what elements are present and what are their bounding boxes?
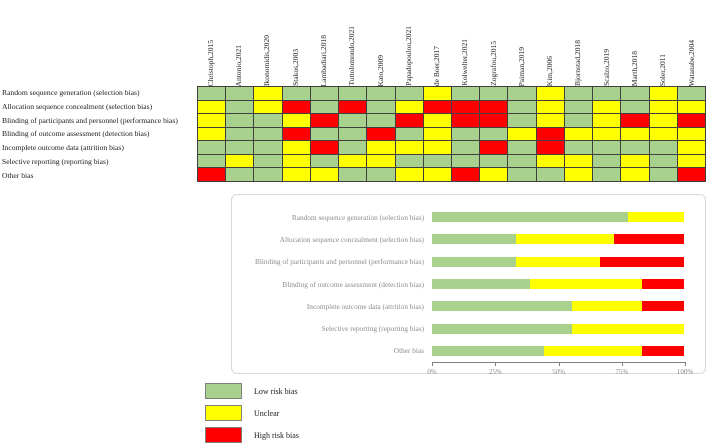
matrix-cell-low-risk xyxy=(339,87,367,101)
axis-tick-label: 25% xyxy=(488,368,502,377)
matrix-cell-low-risk xyxy=(508,141,536,155)
matrix-cell-unclear-risk xyxy=(650,128,678,142)
matrix-cell-low-risk xyxy=(424,155,452,169)
study-header xyxy=(423,0,451,86)
matrix-cell-low-risk xyxy=(198,155,226,169)
study-header-label: Kato,2009 xyxy=(375,54,385,86)
bar-track xyxy=(432,346,684,356)
matrix-cell-low-risk xyxy=(565,141,593,155)
matrix-cell-unclear-risk xyxy=(565,155,593,169)
matrix-cell-unclear-risk xyxy=(678,155,706,169)
bar-category-label: Incomplete outcome data (attrition bias) xyxy=(306,301,424,311)
bar-row xyxy=(232,273,705,295)
axis-tick-label: 0% xyxy=(427,368,437,377)
domain-label: Allocation sequence concealment (selection bias) xyxy=(2,102,153,112)
bar-segment-low xyxy=(432,257,516,267)
bar-row xyxy=(232,317,705,339)
matrix-cell-high-risk xyxy=(311,114,339,128)
bar-segment-low xyxy=(432,324,572,334)
study-header xyxy=(338,0,366,86)
matrix-cell-high-risk xyxy=(621,114,649,128)
axis-tick xyxy=(622,362,623,366)
bar-segment-high xyxy=(642,346,684,356)
bar-segment-unclear xyxy=(572,324,684,334)
matrix-cell-low-risk xyxy=(226,101,254,115)
study-header xyxy=(282,0,310,86)
bar-segment-unclear xyxy=(516,234,614,244)
matrix-cell-unclear-risk xyxy=(480,168,508,182)
matrix-cell-low-risk xyxy=(367,87,395,101)
study-header xyxy=(649,0,677,86)
matrix-cell-low-risk xyxy=(508,155,536,169)
legend-swatch-unclear xyxy=(205,405,242,421)
legend xyxy=(205,383,299,448)
matrix-cell-low-risk xyxy=(480,87,508,101)
matrix-cell-low-risk xyxy=(480,155,508,169)
matrix-cell-high-risk xyxy=(452,168,480,182)
matrix-cell-low-risk xyxy=(226,87,254,101)
axis-tick-label: 100% xyxy=(676,368,694,377)
matrix-cell-unclear-risk xyxy=(678,141,706,155)
study-header xyxy=(310,0,338,86)
study-header-label: Christoph,2015 xyxy=(205,39,215,86)
matrix-cell-low-risk xyxy=(396,155,424,169)
matrix-cell-unclear-risk xyxy=(283,155,311,169)
matrix-cell-low-risk xyxy=(226,141,254,155)
study-header xyxy=(452,0,480,86)
matrix-cell-low-risk xyxy=(254,141,282,155)
bar-segment-high xyxy=(614,234,684,244)
matrix-cell-high-risk xyxy=(480,141,508,155)
matrix-cell-low-risk xyxy=(283,87,311,101)
matrix-cell-unclear-risk xyxy=(678,101,706,115)
matrix-cell-unclear-risk xyxy=(650,101,678,115)
matrix-cell-high-risk xyxy=(452,101,480,115)
matrix-cell-low-risk xyxy=(593,168,621,182)
matrix-cell-low-risk xyxy=(311,155,339,169)
matrix-cell-low-risk xyxy=(254,155,282,169)
matrix-cell-unclear-risk xyxy=(508,128,536,142)
matrix-cell-low-risk xyxy=(593,87,621,101)
matrix-cell-high-risk xyxy=(678,114,706,128)
bar-segment-low xyxy=(432,279,530,289)
study-header xyxy=(565,0,593,86)
matrix-cell-low-risk xyxy=(452,87,480,101)
legend-item xyxy=(205,383,299,399)
study-header-label: Marth,2018 xyxy=(630,50,640,86)
domain-label: Selective reporting (reporting bias) xyxy=(2,156,109,166)
matrix-cell-low-risk xyxy=(452,155,480,169)
matrix-cell-unclear-risk xyxy=(537,101,565,115)
bar-track xyxy=(432,279,684,289)
legend-label: Low risk bias xyxy=(254,386,298,396)
matrix-cell-low-risk xyxy=(621,101,649,115)
matrix-cell-unclear-risk xyxy=(565,128,593,142)
matrix-cell-low-risk xyxy=(650,155,678,169)
study-header xyxy=(678,0,706,86)
matrix-cell-unclear-risk xyxy=(424,141,452,155)
bar-segment-unclear xyxy=(544,346,642,356)
matrix-cell-low-risk xyxy=(650,168,678,182)
legend-label: High risk bias xyxy=(254,430,299,440)
matrix-cell-unclear-risk xyxy=(537,87,565,101)
matrix-cell-low-risk xyxy=(593,155,621,169)
bar-track xyxy=(432,324,684,334)
matrix-cell-low-risk xyxy=(311,101,339,115)
study-header xyxy=(593,0,621,86)
matrix-cell-low-risk xyxy=(508,101,536,115)
matrix-cell-unclear-risk xyxy=(424,87,452,101)
matrix-cell-low-risk xyxy=(452,141,480,155)
matrix-cell-high-risk xyxy=(396,114,424,128)
bar-segment-unclear xyxy=(628,212,684,222)
matrix-cell-low-risk xyxy=(396,87,424,101)
study-header-label: Soler,2011 xyxy=(658,53,668,86)
study-header xyxy=(197,0,225,86)
bar-category-label: Other bias xyxy=(393,346,424,356)
matrix-cell-unclear-risk xyxy=(254,101,282,115)
matrix-cell-low-risk xyxy=(254,128,282,142)
study-header xyxy=(536,0,564,86)
study-header-label: Kim,2006 xyxy=(545,55,555,86)
matrix-cell-low-risk xyxy=(226,114,254,128)
study-header xyxy=(621,0,649,86)
study-header-label: Tuttolomondo,2021 xyxy=(347,26,357,86)
matrix-cell-high-risk xyxy=(283,101,311,115)
matrix-cell-high-risk xyxy=(678,168,706,182)
matrix-cell-low-risk xyxy=(593,141,621,155)
matrix-cell-low-risk xyxy=(367,101,395,115)
legend-item xyxy=(205,427,299,443)
matrix-cell-low-risk xyxy=(650,141,678,155)
matrix-cell-unclear-risk xyxy=(283,168,311,182)
matrix-cell-low-risk xyxy=(339,141,367,155)
bar-segment-unclear xyxy=(572,301,642,311)
matrix-cell-unclear-risk xyxy=(198,114,226,128)
matrix-cell-high-risk xyxy=(480,101,508,115)
axis-tick xyxy=(495,362,496,366)
matrix-cell-low-risk xyxy=(396,128,424,142)
matrix-cell-unclear-risk xyxy=(537,114,565,128)
bar-category-label: Blinding of outcome assessment (detection bias) xyxy=(282,279,424,289)
matrix-cell-high-risk xyxy=(452,114,480,128)
bar-row xyxy=(232,251,705,273)
matrix-cell-low-risk xyxy=(367,168,395,182)
matrix-cell-unclear-risk xyxy=(537,155,565,169)
matrix-cell-low-risk xyxy=(339,168,367,182)
matrix-cell-low-risk xyxy=(198,141,226,155)
axis-tick xyxy=(559,362,560,366)
matrix-cell-high-risk xyxy=(480,114,508,128)
matrix-cell-unclear-risk xyxy=(367,155,395,169)
study-header xyxy=(225,0,253,86)
bar-track xyxy=(432,257,684,267)
bar-track xyxy=(432,234,684,244)
matrix-cell-high-risk xyxy=(537,128,565,142)
study-header xyxy=(254,0,282,86)
matrix-cell-unclear-risk xyxy=(650,114,678,128)
matrix-cell-high-risk xyxy=(424,101,452,115)
study-header-label: Bjornstad,2018 xyxy=(573,39,583,86)
domain-label: Random sequence generation (selection bias) xyxy=(2,88,140,98)
bias-domain-labels xyxy=(2,86,196,182)
bar-segment-high xyxy=(600,257,684,267)
matrix-cell-low-risk xyxy=(621,87,649,101)
bar-track xyxy=(432,212,684,222)
bar-category-label: Selective reporting (reporting bias) xyxy=(321,324,424,334)
matrix-cell-unclear-risk xyxy=(283,141,311,155)
matrix-cell-unclear-risk xyxy=(593,114,621,128)
bar-segment-low xyxy=(432,234,516,244)
study-column-headers xyxy=(197,0,706,86)
bar-row xyxy=(232,228,705,250)
bar-segment-unclear xyxy=(530,279,642,289)
matrix-cell-low-risk xyxy=(480,128,508,142)
matrix-cell-high-risk xyxy=(198,168,226,182)
legend-swatch-high xyxy=(205,427,242,443)
bar-segment-low xyxy=(432,212,628,222)
bar-row xyxy=(232,295,705,317)
matrix-cell-unclear-risk xyxy=(424,168,452,182)
matrix-cell-high-risk xyxy=(537,141,565,155)
matrix-cell-low-risk xyxy=(508,114,536,128)
axis-tick-label: 75% xyxy=(615,368,629,377)
bar-row xyxy=(232,206,705,228)
matrix-cell-low-risk xyxy=(565,114,593,128)
matrix-cell-unclear-risk xyxy=(621,128,649,142)
domain-label: Blinding of outcome assessment (detection bias) xyxy=(2,129,150,139)
matrix-cell-low-risk xyxy=(254,168,282,182)
study-header-label: Watanabe,2004 xyxy=(686,39,696,86)
study-header xyxy=(508,0,536,86)
matrix-cell-low-risk xyxy=(452,128,480,142)
matrix-cell-low-risk xyxy=(339,128,367,142)
matrix-cell-unclear-risk xyxy=(311,168,339,182)
matrix-cell-unclear-risk xyxy=(621,168,649,182)
bar-segment-high xyxy=(642,301,684,311)
matrix-cell-unclear-risk xyxy=(198,128,226,142)
matrix-cell-unclear-risk xyxy=(254,87,282,101)
matrix-cell-low-risk xyxy=(198,87,226,101)
study-header xyxy=(480,0,508,86)
study-header-label: Kolwelter,2021 xyxy=(460,39,470,86)
legend-item xyxy=(205,405,299,421)
matrix-cell-unclear-risk xyxy=(367,141,395,155)
bar-category-label: Allocation sequence concealment (selection bias) xyxy=(279,234,424,244)
bar-row xyxy=(232,340,705,362)
matrix-cell-unclear-risk xyxy=(593,128,621,142)
matrix-cell-low-risk xyxy=(311,87,339,101)
matrix-cell-low-risk xyxy=(621,141,649,155)
bar-category-label: Blinding of participants and personnel (performance bias) xyxy=(255,257,424,267)
bar-segment-high xyxy=(642,279,684,289)
bar-segment-low xyxy=(432,346,544,356)
matrix-cell-unclear-risk xyxy=(424,114,452,128)
study-header-label: Ikonomidis,2020 xyxy=(262,34,272,86)
bar-category-label: Random sequence generation (selection bias) xyxy=(291,212,424,222)
bar-track xyxy=(432,301,684,311)
matrix-cell-low-risk xyxy=(565,101,593,115)
legend-swatch-low xyxy=(205,383,242,399)
domain-label: Incomplete outcome data (attrition bias) xyxy=(2,143,124,153)
domain-label: Blinding of participants and personnel (performance bias) xyxy=(2,115,178,125)
study-header-label: Paiman,2019 xyxy=(516,46,526,86)
axis-tick-label: 50% xyxy=(552,368,565,377)
matrix-cell-low-risk xyxy=(226,168,254,182)
study-header-label: Antonio,2021 xyxy=(234,44,244,86)
matrix-cell-unclear-risk xyxy=(198,101,226,115)
matrix-cell-unclear-risk xyxy=(339,155,367,169)
domain-label: Other bias xyxy=(2,170,34,180)
bar-segment-low xyxy=(432,301,572,311)
matrix-cell-unclear-risk xyxy=(283,114,311,128)
study-header-label: Papadopoulou,2021 xyxy=(403,26,413,86)
matrix-cell-low-risk xyxy=(339,114,367,128)
matrix-cell-high-risk xyxy=(311,141,339,155)
matrix-cell-high-risk xyxy=(283,128,311,142)
axis-tick xyxy=(432,362,433,366)
study-header-label: Zografou,2015 xyxy=(488,41,498,86)
matrix-cell-unclear-risk xyxy=(650,87,678,101)
matrix-cell-low-risk xyxy=(226,128,254,142)
study-header-label: Scalzo,2019 xyxy=(601,49,611,86)
study-header-label: Stakos,2003 xyxy=(290,49,300,86)
study-header-label: de Boer,2017 xyxy=(432,45,442,86)
matrix-cell-unclear-risk xyxy=(593,101,621,115)
matrix-cell-unclear-risk xyxy=(424,128,452,142)
matrix-cell-unclear-risk xyxy=(226,155,254,169)
matrix-cell-low-risk xyxy=(537,168,565,182)
x-axis-tick-labels xyxy=(427,367,694,379)
matrix-cell-low-risk xyxy=(508,168,536,182)
rob-graph-panel xyxy=(231,194,706,377)
matrix-cell-unclear-risk xyxy=(396,168,424,182)
matrix-cell-unclear-risk xyxy=(396,141,424,155)
matrix-cell-low-risk xyxy=(508,87,536,101)
study-header-label: Lambadiari,2018 xyxy=(318,34,328,86)
study-header xyxy=(367,0,395,86)
axis-tick xyxy=(685,362,686,366)
matrix-cell-unclear-risk xyxy=(621,155,649,169)
matrix-cell-low-risk xyxy=(565,87,593,101)
matrix-cell-low-risk xyxy=(254,114,282,128)
stacked-bar-chart xyxy=(232,195,705,362)
matrix-cell-low-risk xyxy=(367,114,395,128)
matrix-cell-unclear-risk xyxy=(565,168,593,182)
bar-segment-unclear xyxy=(516,257,600,267)
matrix-cell-unclear-risk xyxy=(678,128,706,142)
matrix-cell-low-risk xyxy=(311,128,339,142)
legend-label: Unclear xyxy=(254,408,280,418)
matrix-cell-high-risk xyxy=(339,101,367,115)
matrix-cell-low-risk xyxy=(678,87,706,101)
rob-summary-matrix xyxy=(197,86,706,182)
study-header xyxy=(395,0,423,86)
matrix-cell-high-risk xyxy=(367,128,395,142)
matrix-cell-unclear-risk xyxy=(396,101,424,115)
